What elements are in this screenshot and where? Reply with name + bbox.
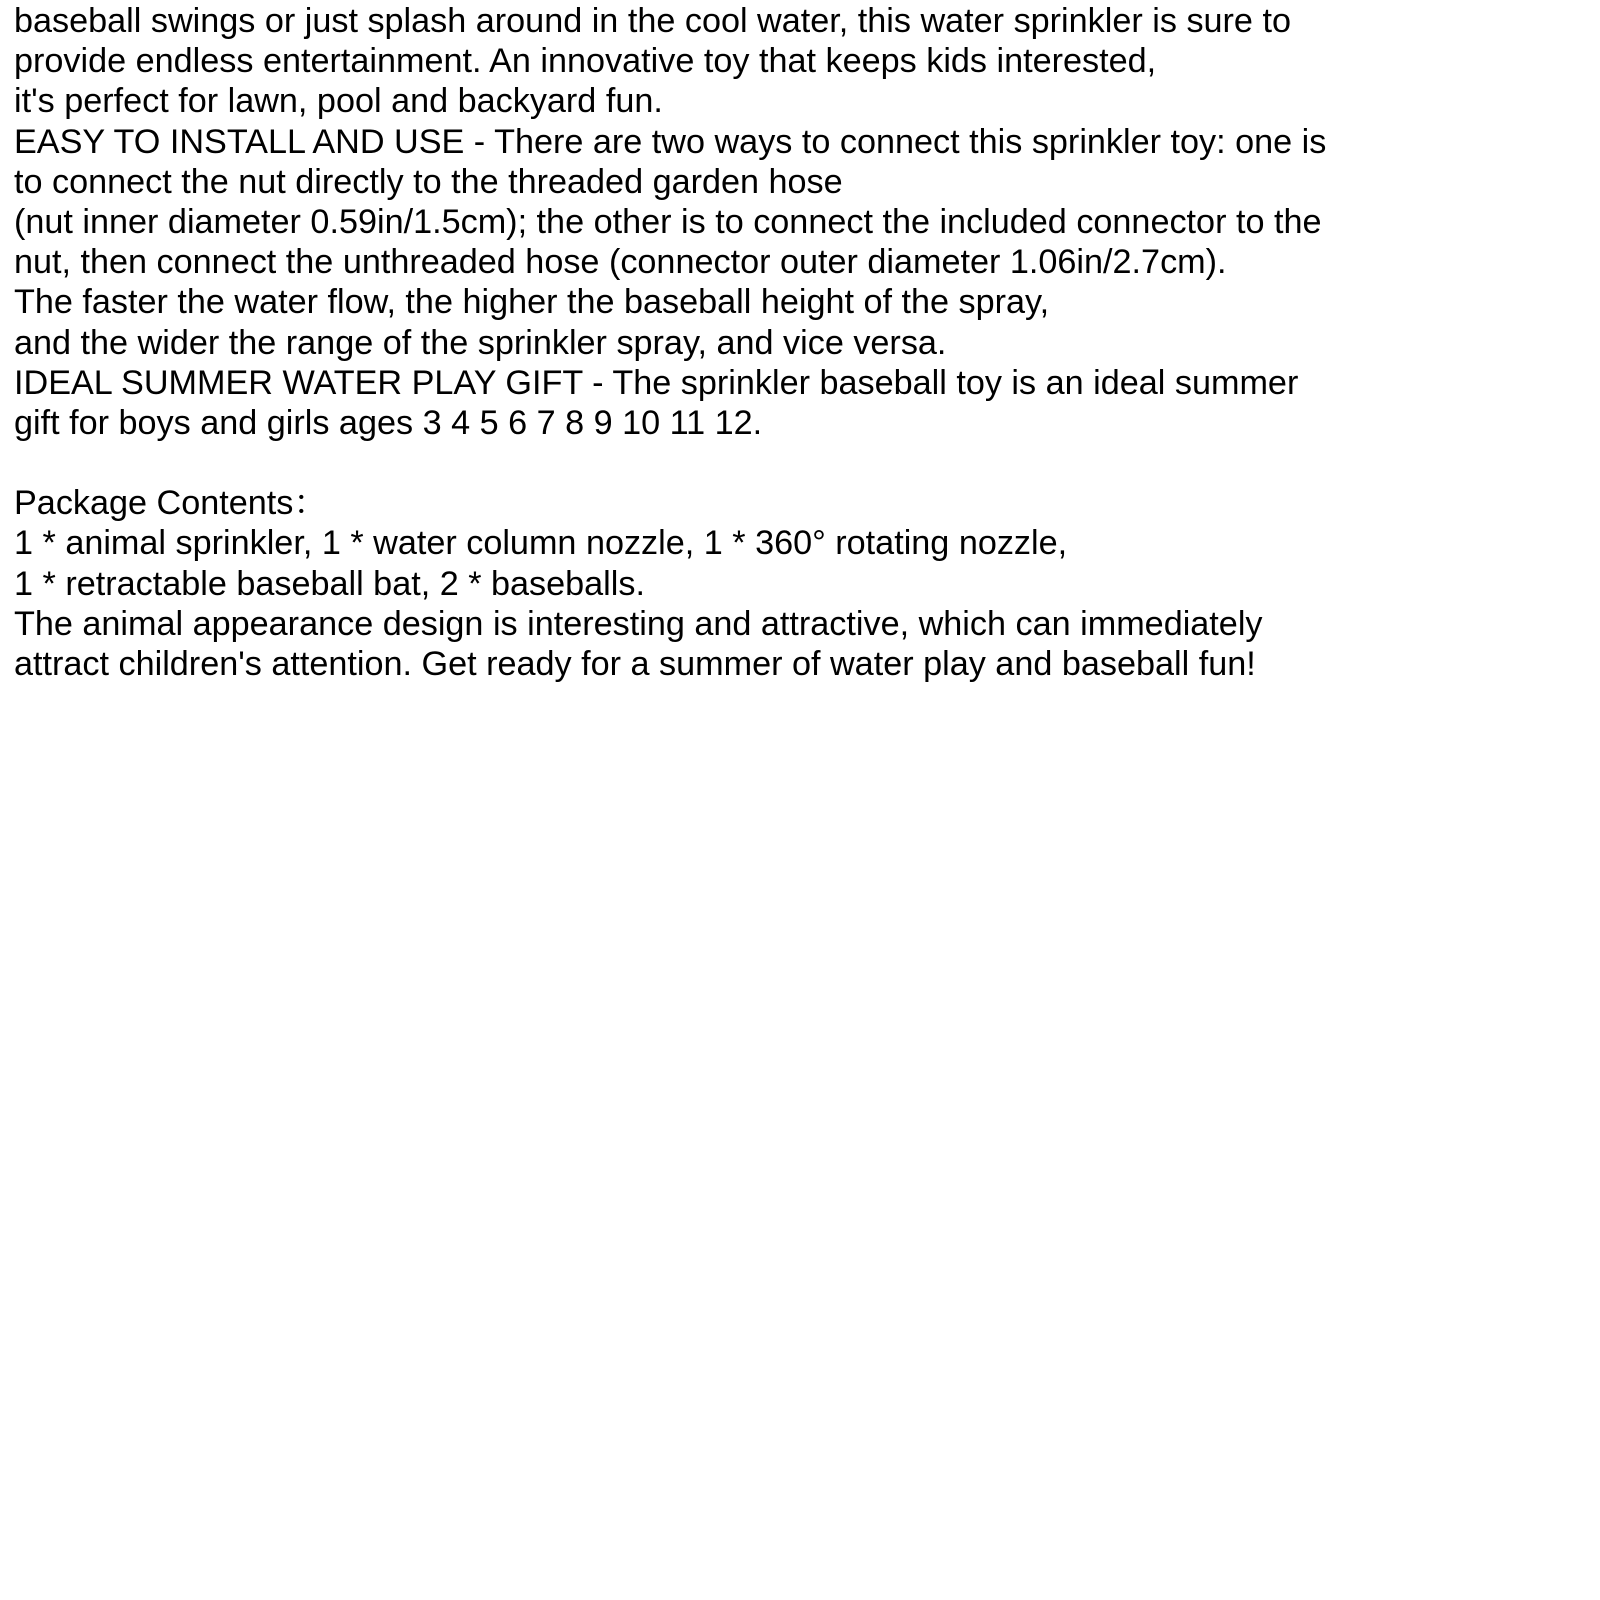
gift-line-1: IDEAL SUMMER WATER PLAY GIFT - The sprinkler baseball toy is an ideal summer — [14, 363, 1299, 402]
gift-line-2: gift for boys and girls ages 3 4 5 6 7 8 9 10 11 12. — [14, 403, 763, 442]
install-line-2: to connect the nut directly to the threaded garden hose — [14, 162, 843, 201]
closing-line-1: The animal appearance design is interesting and attractive, which can immediately — [14, 604, 1263, 643]
install-line-5: The faster the water flow, the higher the baseball height of the spray, — [14, 283, 1050, 322]
install-line-1: EASY TO INSTALL AND USE - There are two ways to connect this sprinkler toy: one is — [14, 122, 1327, 161]
package-contents-heading: Package Contents： — [14, 484, 328, 523]
intro-line-1: baseball swings or just splash around in the cool water, this water sprinkler is sure to — [14, 2, 1291, 40]
closing-line-2: attract children's attention. Get ready for a summer of water play and baseball fun! — [14, 645, 1256, 683]
intro-line-2: provide endless entertainment. An innovative toy that keeps kids interested, — [14, 42, 1157, 81]
package-line-2: 1 * retractable baseball bat, 2 * baseballs. — [14, 564, 645, 603]
install-line-4: nut, then connect the unthreaded hose (connector outer diameter 1.06in/2.7cm). — [14, 243, 1227, 282]
product-description — [14, 1, 1594, 684]
intro-line-3: it's perfect for lawn, pool and backyard fun. — [14, 82, 663, 121]
install-line-3: (nut inner diameter 0.59in/1.5cm); the other is to connect the included connector to the — [14, 202, 1322, 241]
install-line-6: and the wider the range of the sprinkler spray, and vice versa. — [14, 323, 947, 362]
paragraph-spacer — [14, 443, 1594, 483]
package-line-1: 1 * animal sprinkler, 1 * water column nozzle, 1 * 360° rotating nozzle, — [14, 524, 1068, 563]
